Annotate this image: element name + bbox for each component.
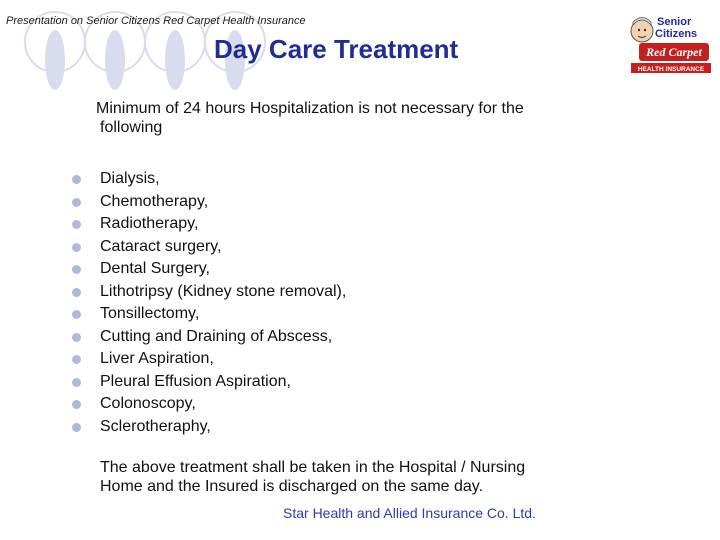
bullet-icon xyxy=(72,310,81,319)
list-item xyxy=(72,393,346,416)
list-item-label: Colonoscopy, xyxy=(100,395,196,412)
list-item xyxy=(72,191,346,214)
treatment-list xyxy=(72,168,346,438)
logo-red-carpet: Red Carpet xyxy=(646,45,702,59)
list-item xyxy=(72,281,346,304)
list-item xyxy=(72,326,346,349)
bullet-icon xyxy=(72,243,81,252)
note-line-1: The above treatment shall be taken in the Hospital / Nursing xyxy=(100,459,526,476)
intro-line-1: Minimum of 24 hours Hospitalization is not necessary for the xyxy=(96,100,524,117)
bullet-icon xyxy=(72,220,81,229)
intro-line-2: following xyxy=(100,119,163,136)
logo-senior: Senior xyxy=(657,16,692,28)
list-item-label: Lithotripsy (Kidney stone removal), xyxy=(100,282,347,300)
page-title: Day Care Treatment xyxy=(214,34,459,64)
list-item xyxy=(72,371,346,394)
list-item-label: Dental Surgery, xyxy=(100,260,210,277)
bullet-icon xyxy=(72,400,81,409)
list-item-label: Dialysis, xyxy=(100,170,160,187)
footer-company: Star Health and Allied Insurance Co. Ltd. xyxy=(283,505,536,521)
bullet-icon xyxy=(72,333,81,342)
list-item-label: Liver Aspiration, xyxy=(100,350,214,367)
list-item-label: Radiotherapy, xyxy=(100,215,199,232)
bullet-icon xyxy=(72,378,81,387)
bullet-icon xyxy=(72,288,81,297)
logo-health-insurance: HEALTH INSURANCE xyxy=(637,66,705,73)
bullet-icon xyxy=(72,423,81,432)
list-item xyxy=(72,258,346,281)
note-line-2: Home and the Insured is discharged on the same day. xyxy=(100,478,484,495)
presentation-note: Presentation on Senior Citizens Red Carpet Health Insurance xyxy=(6,15,306,27)
bullet-icon xyxy=(72,198,81,207)
list-item xyxy=(72,348,346,371)
senior-citizens-logo xyxy=(629,11,714,76)
logo-citizens: Citizens xyxy=(655,28,698,40)
bullet-icon xyxy=(72,175,81,184)
list-item-label: Cataract surgery, xyxy=(100,237,222,255)
list-item xyxy=(72,416,346,439)
list-item xyxy=(72,236,346,259)
mascot-icon xyxy=(631,18,653,43)
list-item xyxy=(72,303,346,326)
intro-text xyxy=(96,99,656,137)
list-item-label: Chemotherapy, xyxy=(100,192,209,210)
list-item-label: Tonsillectomy, xyxy=(100,305,200,322)
list-item-label: Cutting and Draining of Abscess, xyxy=(100,327,333,345)
list-item-label: Sclerotheraphy, xyxy=(100,417,211,435)
list-item xyxy=(72,213,346,236)
discharge-note xyxy=(100,458,660,496)
list-item-label: Pleural Effusion Aspiration, xyxy=(100,372,291,390)
bullet-icon xyxy=(72,265,81,274)
list-item xyxy=(72,168,346,191)
bullet-icon xyxy=(72,355,81,364)
